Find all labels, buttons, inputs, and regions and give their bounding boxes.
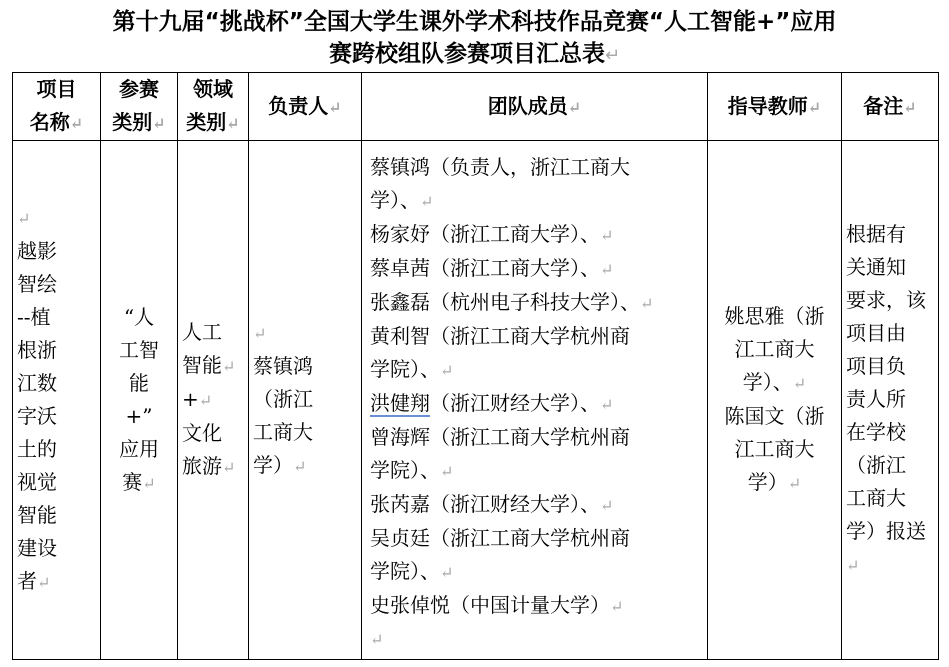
- cell-members: [362, 141, 708, 660]
- project-name-line: 根浙: [17, 337, 57, 362]
- member-line: 张芮嘉（浙江财经大学）、↵: [370, 492, 614, 516]
- member-line: 学院）、↵: [370, 458, 454, 482]
- member-line: 史张倬悦（中国计量大学）↵: [370, 593, 624, 617]
- field-line: 文化: [182, 421, 222, 445]
- member-line: 张鑫磊（杭州电子科技大学）、↵: [370, 290, 654, 314]
- category-line: 应用: [119, 436, 159, 461]
- header-field: 领域 类别↵: [178, 73, 249, 141]
- remark-line: 在学校: [846, 420, 906, 444]
- field-line: 旅游↵: [182, 454, 236, 478]
- cell-project-name: [13, 141, 101, 660]
- remark-line: 责人所: [846, 387, 906, 411]
- cell-remarks: [842, 141, 939, 660]
- category-line: 能: [129, 370, 149, 395]
- member-line: 洪健翔（浙江财经大学）、↵: [370, 391, 614, 415]
- field-line: 人工: [182, 320, 222, 344]
- cell-advisors: [708, 141, 842, 660]
- member-line: 杨家妤（浙江工商大学）、↵: [370, 222, 614, 246]
- category-line: 工智: [119, 337, 159, 362]
- remark-line: 关通知: [846, 255, 906, 279]
- remark-line: 根据有: [846, 222, 906, 246]
- member-line: 蔡卓茜（浙江工商大学）、↵: [370, 256, 614, 280]
- header-project-name: 项目 名称↵: [13, 73, 101, 141]
- advisor-line: 学）↵: [747, 470, 802, 494]
- project-name-line: 视觉: [17, 469, 57, 494]
- leader-line: 蔡镇鸿: [253, 354, 313, 378]
- member-line: 黄利智（浙江工商大学杭州商: [370, 324, 630, 348]
- header-category: 参赛 类别↵: [101, 73, 178, 141]
- cell-leader: [249, 141, 362, 660]
- summary-table: [12, 72, 939, 660]
- category-line: “人: [123, 304, 155, 329]
- project-name-line: --植: [17, 304, 51, 329]
- category-line: 赛↵: [122, 469, 156, 494]
- remark-line: 要求，该: [846, 288, 926, 312]
- header-advisors: 指导教师↵: [708, 73, 842, 141]
- project-name-line: 越影: [17, 238, 57, 263]
- member-line: 学）、↵: [370, 188, 434, 212]
- member-line: 学院）、↵: [370, 357, 454, 381]
- project-name-line: 智绘: [17, 271, 57, 296]
- member-line: 学院）、↵: [370, 559, 454, 583]
- title-line-2: 赛跨校组队参赛项目汇总表↵: [328, 41, 621, 67]
- leader-line: （浙江: [253, 387, 313, 411]
- empty-paragraph-mark: ↵: [370, 630, 384, 649]
- remark-line: 工商大: [846, 486, 906, 510]
- remark-line: 项目负: [846, 354, 906, 378]
- leader-line: 工商大: [253, 420, 313, 444]
- title-line-1: 第十九届“挑战杯”全国大学生课外学术科技作品竞赛“人工智能+”应用: [112, 9, 837, 35]
- member-line: 曾海辉（浙江工商大学杭州商: [370, 425, 630, 449]
- project-name-line: 建设: [17, 535, 57, 560]
- empty-paragraph-mark: ↵: [17, 208, 31, 228]
- advisor-line: 学）、↵: [742, 370, 807, 394]
- header-row: [13, 73, 939, 141]
- cell-category: [101, 141, 178, 660]
- cell-field: [178, 141, 249, 660]
- header-leader: 负责人↵: [249, 73, 362, 141]
- project-name-line: 江数: [17, 370, 57, 395]
- advisor-line: 江工商大: [734, 437, 815, 461]
- category-line: +”: [125, 403, 153, 428]
- empty-paragraph-mark: ↵: [253, 324, 267, 343]
- advisor-line: 姚思雅（浙: [724, 304, 825, 328]
- project-row: [13, 141, 939, 660]
- advisor-line: 陈国文（浙: [724, 404, 825, 428]
- document-title: [0, 6, 949, 72]
- advisor-line: 江工商大: [734, 337, 815, 361]
- field-line: 智能↵: [182, 353, 236, 377]
- project-name-line: 土的: [17, 436, 57, 461]
- member-line: 吴贞廷（浙江工商大学杭州商: [370, 526, 630, 550]
- header-members: 团队成员↵: [362, 73, 708, 141]
- field-line: +↵: [182, 387, 213, 411]
- project-name-line: 字沃: [17, 403, 57, 428]
- project-name-line: 者↵: [17, 568, 51, 593]
- header-remarks: 备注↵: [842, 73, 939, 141]
- member-line: 蔡镇鸿（负责人，浙江工商大: [370, 155, 630, 179]
- project-name-line: 智能: [17, 502, 57, 527]
- remark-line: （浙江: [846, 453, 906, 477]
- remark-line: 项目由: [846, 321, 906, 345]
- leader-line: 学）↵: [253, 453, 307, 477]
- remark-line: 学）报送↵: [846, 519, 926, 575]
